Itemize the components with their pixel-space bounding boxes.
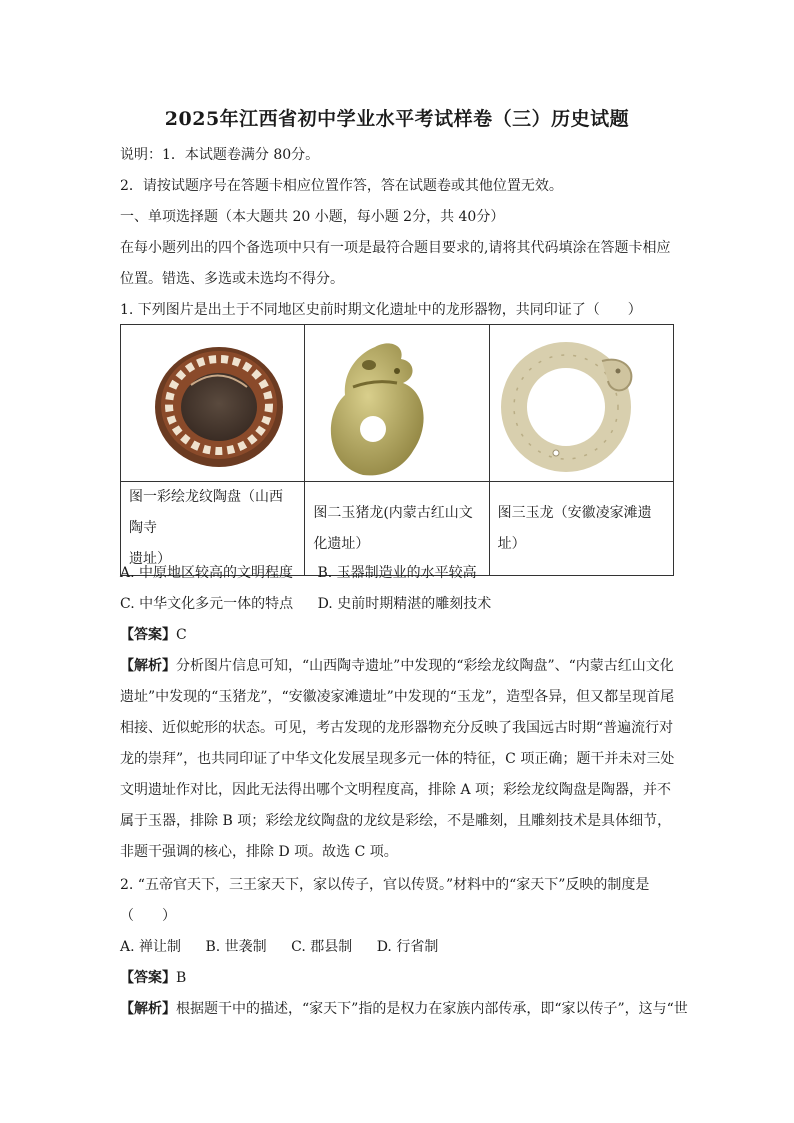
question-1-options-row-2 bbox=[120, 594, 680, 614]
image-caption: 图三玉龙（安徽凌家滩遗 址） bbox=[489, 482, 673, 576]
question-1-image-table bbox=[120, 324, 674, 576]
analysis-line: 【解析】分析图片信息可知，“山西陶寺遗址”中发现的“彩绘龙纹陶盘”、“内蒙古红山文化 bbox=[120, 658, 674, 674]
option-a: A. 禅让制 bbox=[120, 939, 182, 955]
option-c: C. 中华文化多元一体的特点 bbox=[120, 596, 294, 612]
painted-pottery-plate-icon bbox=[121, 325, 317, 481]
option-d: D. 史前时期精湛的雕刻技术 bbox=[317, 596, 492, 612]
question-1-answer bbox=[120, 625, 680, 645]
instruction-line: 2．请按试题序号在答题卡相应位置作答，答在试题卷或其他位置无效。 bbox=[120, 178, 563, 194]
analysis-line: 龙的崇拜”，也共同印证了中华文化发展呈现多元一体的特征，C 项正确；题干并未对三处 bbox=[120, 751, 675, 767]
image-cell bbox=[305, 325, 489, 482]
analysis-line: 相接、近似蛇形的状态。可见，考古发现的龙形器物充分反映了我国远古时期“普遍流行对 bbox=[120, 720, 674, 736]
analysis-label: 【解析】 bbox=[120, 658, 176, 674]
jade-dragon-ring-icon bbox=[490, 325, 666, 481]
analysis-line: 遗址”中发现的“玉猪龙”，“安徽凌家滩遗址”中发现的“玉龙”，造型各异，但又都呈现首尾 bbox=[120, 689, 675, 705]
analysis-line: 非题干强调的核心，排除 D 项。故选 C 项。 bbox=[120, 844, 398, 860]
instruction-line: 在每小题列出的四个备选项中只有一项是最符合题目要求的,请将其代码填涂在答题卡相应 bbox=[120, 240, 671, 256]
question-2-options bbox=[120, 937, 680, 957]
question-2-stem-cont: （ ） bbox=[120, 908, 176, 924]
instruction-line: 位置。错选、多选或未选均不得分。 bbox=[120, 271, 344, 287]
question-1-options-row-1 bbox=[120, 563, 680, 583]
question-1-stem: 1. 下列图片是出土于不同地区史前时期文化遗址中的龙形器物，共同印证了（ ） bbox=[120, 302, 642, 318]
analysis-label: 【解析】 bbox=[120, 1001, 176, 1017]
image-caption: 图二玉猪龙(内蒙古红山文 化遗址） bbox=[305, 482, 489, 576]
option-b: B. 世袭制 bbox=[205, 939, 267, 955]
page-title: 2025年江西省初中学业水平考试样卷（三）历史试题 bbox=[164, 108, 630, 130]
jade-pig-dragon-icon bbox=[305, 325, 481, 481]
option-a: A. 中原地区较高的文明程度 bbox=[120, 565, 294, 581]
option-b: B. 玉器制造业的水平较高 bbox=[317, 565, 477, 581]
option-c: C. 郡县制 bbox=[291, 939, 353, 955]
instruction-line: 说明：1．本试题卷满分 80分。 bbox=[120, 147, 320, 163]
image-cell bbox=[121, 325, 305, 482]
question-2-answer bbox=[120, 968, 680, 988]
section-heading: 一、单项选择题（本大题共 20 小题，每小题 2分，共 40分） bbox=[120, 209, 505, 225]
option-d: D. 行省制 bbox=[376, 939, 439, 955]
answer-label: 【答案】 bbox=[120, 627, 176, 643]
analysis-line: 属于玉器，排除 B 项；彩绘龙纹陶盘的龙纹是彩绘，不是雕刻，且雕刻技术是具体细节， bbox=[120, 813, 672, 829]
answer-value: B bbox=[176, 970, 187, 986]
answer-value: C bbox=[176, 627, 187, 643]
answer-label: 【答案】 bbox=[120, 970, 176, 986]
analysis-line: 文明遗址作对比，因此无法得出哪个文明程度高，排除 A 项；彩绘龙纹陶盘是陶器，并不 bbox=[120, 782, 672, 798]
image-caption: 图一彩绘龙纹陶盘（山西陶寺 遗址） bbox=[121, 482, 305, 576]
image-cell bbox=[489, 325, 673, 482]
analysis-line: 【解析】根据题干中的描述，“家天下”指的是权力在家族内部传承，即“家以传子”，这与“世 bbox=[120, 1001, 688, 1017]
question-2-stem: 2. “五帝官天下，三王家天下，家以传子，官以传贤。”材料中的“家天下”反映的制度是 bbox=[120, 877, 650, 893]
